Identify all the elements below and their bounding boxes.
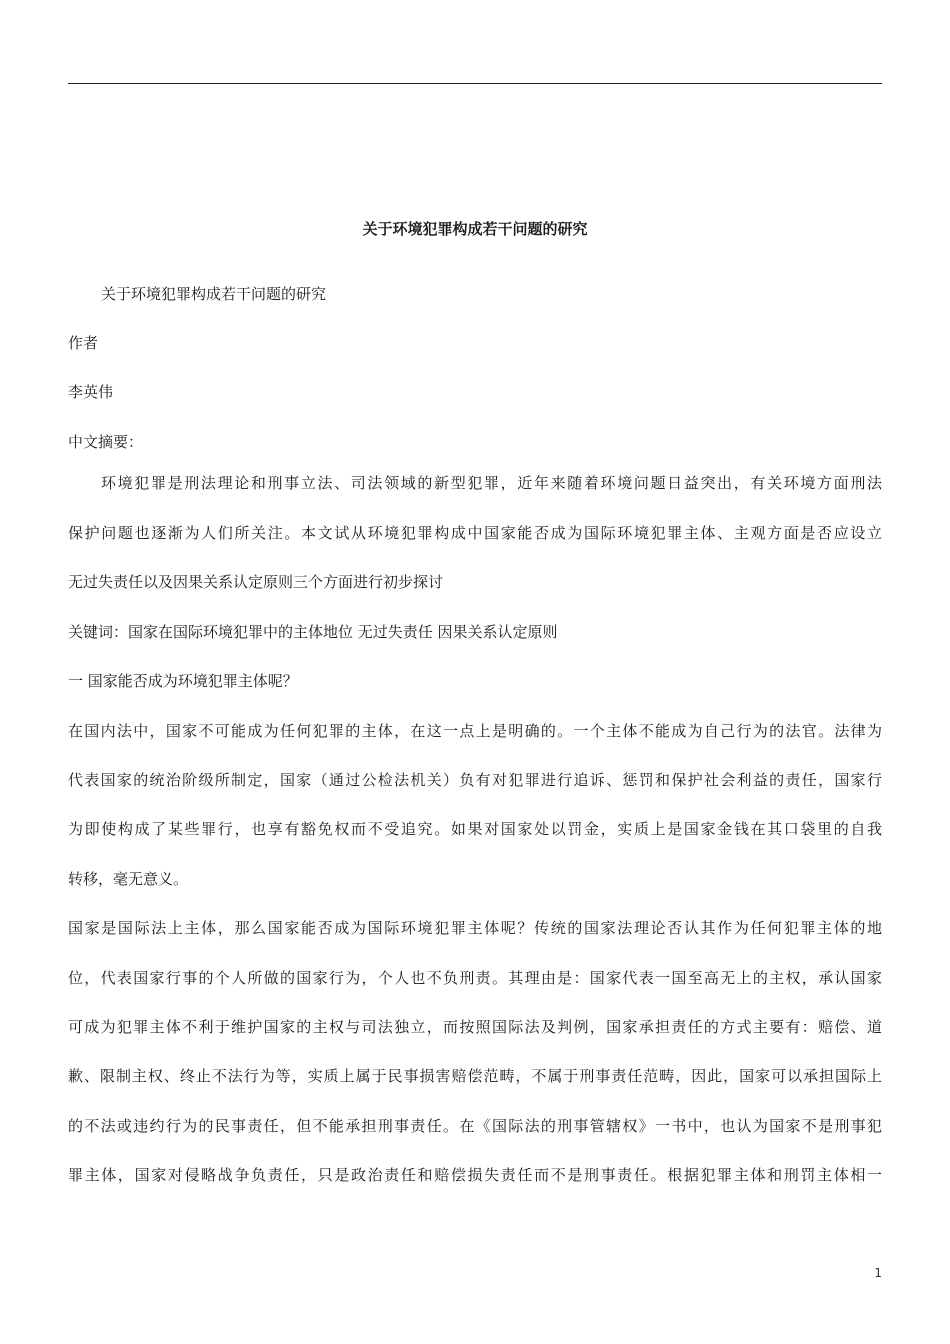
- section-heading: 一 国家能否成为环境犯罪主体呢？: [68, 672, 298, 690]
- paragraph-line: 国家是国际法上主体，那么国家能否成为国际环境犯罪主体呢？传统的国家法理论否认其作为任何犯罪主体的地: [68, 919, 882, 937]
- author-name: 李英伟: [68, 383, 114, 401]
- abstract-line: 无过失责任以及因果关系认定原则三个方面进行初步探讨: [68, 573, 444, 591]
- paragraph-line: 转移，毫无意义。: [68, 870, 189, 888]
- abstract-label: 中文摘要：: [68, 433, 144, 451]
- paragraph-line: 在国内法中，国家不可能成为任何犯罪的主体，在这一点上是明确的。一个主体不能成为自己行为的法官。法律为: [68, 722, 882, 740]
- document-subtitle: 关于环境犯罪构成若干问题的研究: [101, 285, 327, 303]
- paragraph-line: 可成为犯罪主体不利于维护国家的主权与司法独立，而按照国际法及判例，国家承担责任的方式主要有：赔偿、道: [68, 1018, 882, 1036]
- paragraph-line: 位，代表国家行事的个人所做的国家行为，个人也不负刑责。其理由是：国家代表一国至高无上的主权，承认国家: [68, 969, 882, 987]
- paragraph-line: 歉、限制主权、终止不法行为等，实质上属于民事损害赔偿范畴，不属于刑事责任范畴，因此，国家可以承担国际上: [68, 1067, 882, 1085]
- paragraph-line: 代表国家的统治阶级所制定，国家（通过公检法机关）负有对犯罪进行追诉、惩罚和保护社会利益的责任，国家行: [68, 771, 882, 789]
- abstract-line: 环境犯罪是刑法理论和刑事立法、司法领域的新型犯罪，近年来随着环境问题日益突出，有关环境方面刑法: [101, 474, 882, 492]
- document-title: 关于环境犯罪构成若干问题的研究: [362, 220, 588, 238]
- header-rule: [68, 83, 882, 84]
- paragraph-line: 为即使构成了某些罪行，也享有豁免权而不受追究。如果对国家处以罚金，实质上是国家金钱在其口袋里的自我: [68, 820, 882, 838]
- paragraph-line: 的不法或违约行为的民事责任，但不能承担刑事责任。在《国际法的刑事管辖权》一书中，也认为国家不是刑事犯: [68, 1117, 882, 1135]
- author-label: 作者: [68, 334, 99, 352]
- keywords-line: 关键词：国家在国际环境犯罪中的主体地位 无过失责任 因果关系认定原则: [68, 623, 558, 641]
- page-number: 1: [874, 1266, 882, 1280]
- abstract-line: 保护问题也逐渐为人们所关注。本文试从环境犯罪构成中国家能否成为国际环境犯罪主体、主观方面是否应设立: [68, 524, 882, 542]
- paragraph-line: 罪主体，国家对侵略战争负责任，只是政治责任和赔偿损失责任而不是刑事责任。根据犯罪主体和刑罚主体相一: [68, 1166, 882, 1184]
